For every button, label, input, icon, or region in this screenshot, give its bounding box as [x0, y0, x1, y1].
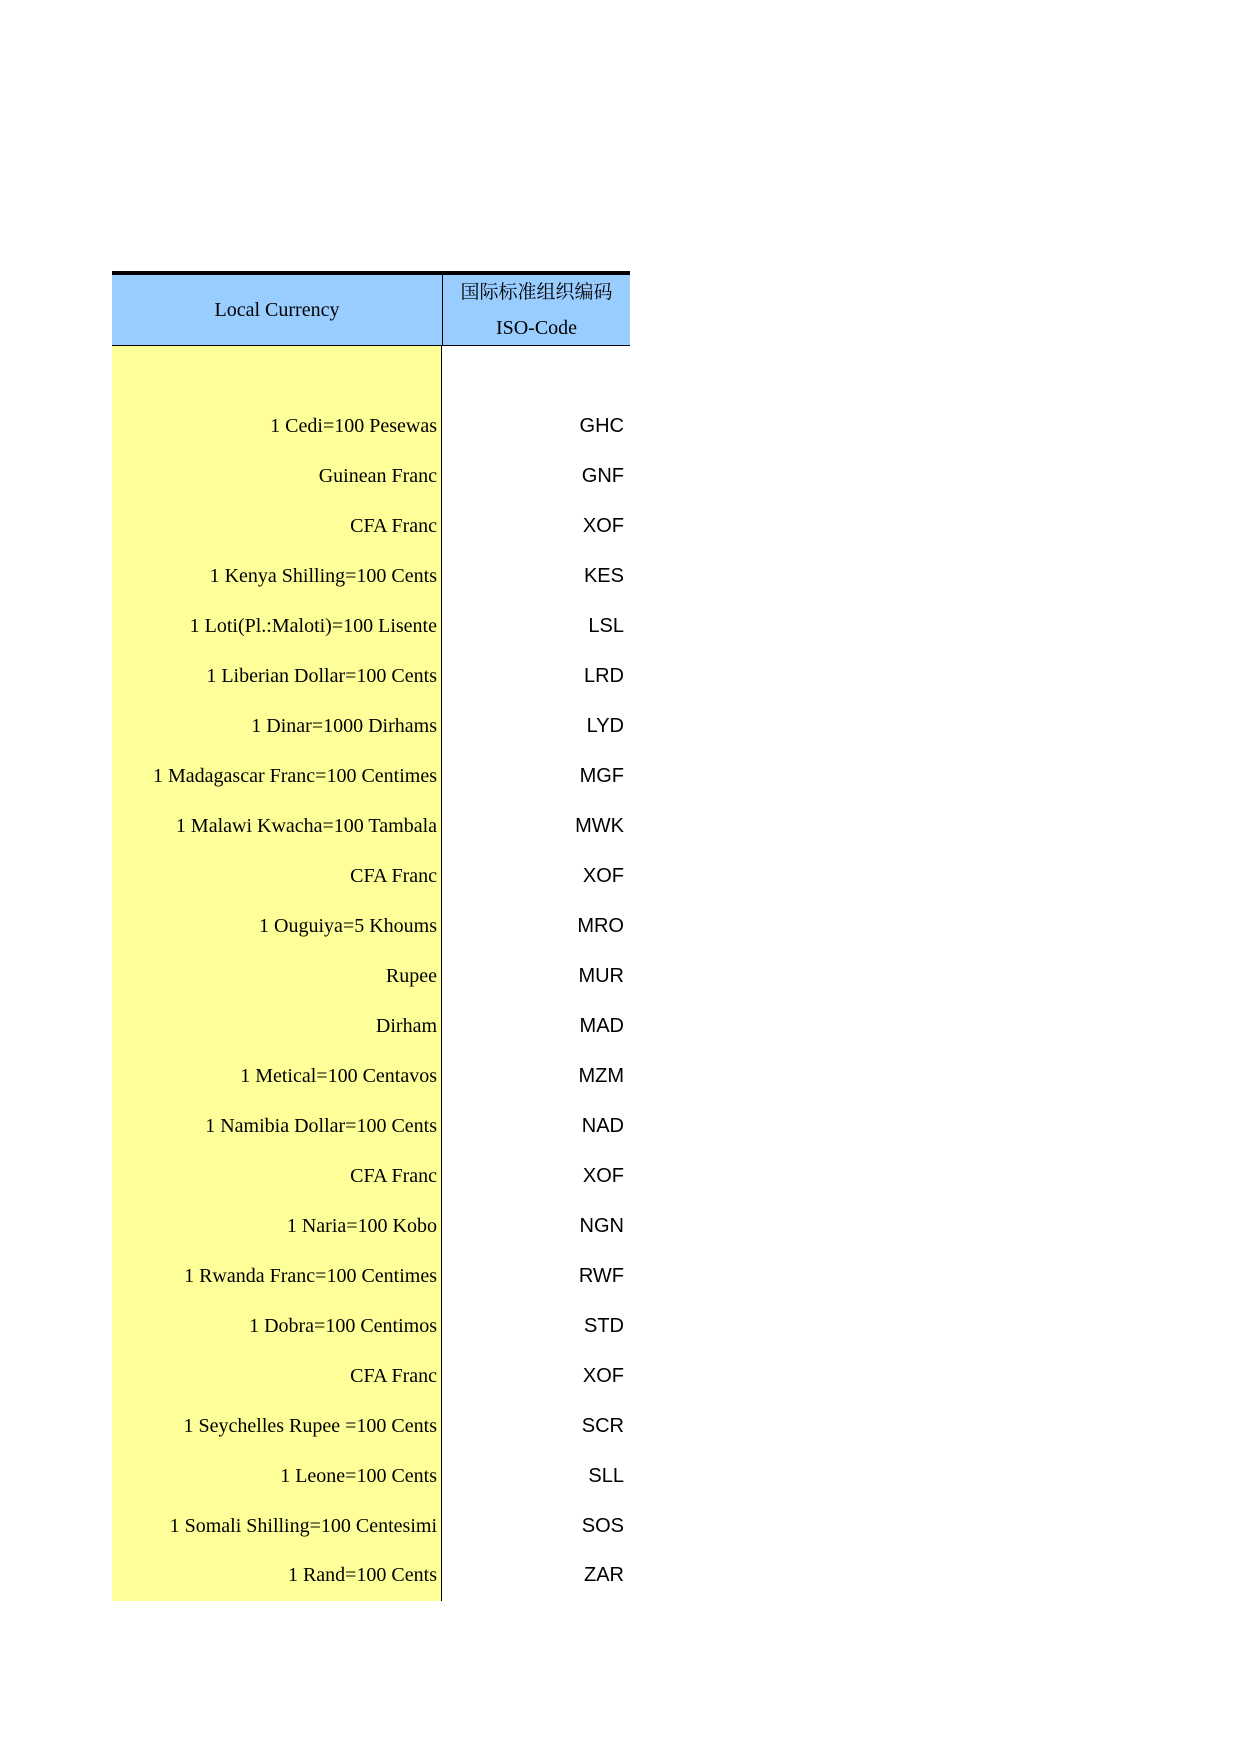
- iso-code-header-english: ISO-Code: [495, 317, 578, 339]
- table-row: [112, 951, 630, 1001]
- table-row: [112, 501, 630, 551]
- local-currency-cell: 1 Somali Shilling=100 Centesimi: [112, 1501, 442, 1551]
- local-currency-cell: 1 Madagascar Franc=100 Centimes: [112, 751, 442, 801]
- local-currency-header: Local Currency: [112, 275, 443, 345]
- table-row: [112, 1351, 630, 1401]
- iso-code-cell: XOF: [582, 515, 624, 537]
- local-currency-cell: 1 Kenya Shilling=100 Cents: [112, 551, 442, 601]
- local-currency-cell: 1 Malawi Kwacha=100 Tambala: [112, 801, 442, 851]
- table-row: [112, 1251, 630, 1301]
- local-currency-cell: 1 Rand=100 Cents: [112, 1551, 442, 1601]
- table-row: [112, 1051, 630, 1101]
- currency-table: [112, 271, 630, 1601]
- iso-code-cell: LYD: [586, 715, 624, 737]
- table-row: [112, 1551, 630, 1601]
- blank-code-cell: [442, 346, 629, 401]
- blank-row: [112, 346, 630, 401]
- table-row: [112, 1201, 630, 1251]
- local-currency-cell: 1 Metical=100 Centavos: [112, 1051, 442, 1101]
- local-currency-cell: CFA Franc: [112, 501, 442, 551]
- table-row: [112, 451, 630, 501]
- iso-code-cell: MGF: [579, 765, 624, 787]
- table-row: [112, 1151, 630, 1201]
- table-row: [112, 751, 630, 801]
- table-row: [112, 1101, 630, 1151]
- iso-code-cell: XOF: [582, 1165, 624, 1187]
- iso-code-cell: NAD: [581, 1115, 624, 1137]
- table-row: [112, 901, 630, 951]
- local-currency-cell: Rupee: [112, 951, 442, 1001]
- iso-code-cell: XOF: [582, 1365, 624, 1387]
- table-row: [112, 1451, 630, 1501]
- iso-code-header-chinese: 国际标准组织编码: [460, 281, 613, 303]
- local-currency-cell: 1 Naria=100 Kobo: [112, 1201, 442, 1251]
- blank-currency-cell: [112, 346, 442, 401]
- iso-code-cell: XOF: [582, 865, 624, 887]
- iso-code-cell: KES: [583, 565, 624, 587]
- iso-code-cell: SOS: [581, 1515, 624, 1537]
- table-rows: [112, 401, 630, 1601]
- iso-code-cell: MUR: [578, 965, 624, 987]
- table-header-row: [112, 275, 630, 346]
- iso-code-cell: GNF: [581, 465, 624, 487]
- local-currency-cell: CFA Franc: [112, 1351, 442, 1401]
- table-row: [112, 651, 630, 701]
- iso-code-cell: ZAR: [584, 1564, 624, 1586]
- local-currency-cell: 1 Rwanda Franc=100 Centimes: [112, 1251, 442, 1301]
- table-row: [112, 801, 630, 851]
- local-currency-cell: 1 Loti(Pl.:Maloti)=100 Lisente: [112, 601, 442, 651]
- local-currency-cell: 1 Seychelles Rupee =100 Cents: [112, 1401, 442, 1451]
- table-row: [112, 1301, 630, 1351]
- table-row: [112, 1001, 630, 1051]
- local-currency-cell: CFA Franc: [112, 1151, 442, 1201]
- iso-code-cell: SLL: [588, 1465, 624, 1487]
- iso-code-cell: LRD: [583, 665, 624, 687]
- iso-code-cell: SCR: [581, 1415, 624, 1437]
- iso-code-cell: MZM: [578, 1065, 624, 1087]
- local-currency-cell: Guinean Franc: [112, 451, 442, 501]
- table-row: [112, 551, 630, 601]
- local-currency-cell: 1 Ouguiya=5 Khoums: [112, 901, 442, 951]
- table-row: [112, 1401, 630, 1451]
- iso-code-header: [443, 275, 630, 345]
- local-currency-cell: 1 Leone=100 Cents: [112, 1451, 442, 1501]
- local-currency-cell: 1 Dinar=1000 Dirhams: [112, 701, 442, 751]
- table-row: [112, 701, 630, 751]
- table-row: [112, 851, 630, 901]
- iso-code-cell: LSL: [588, 615, 624, 637]
- local-currency-cell: Dirham: [112, 1001, 442, 1051]
- table-row: [112, 1501, 630, 1551]
- local-currency-cell: 1 Dobra=100 Centimos: [112, 1301, 442, 1351]
- iso-code-cell: NGN: [579, 1215, 624, 1237]
- table-row: [112, 401, 630, 451]
- iso-code-cell: MAD: [579, 1015, 624, 1037]
- table-row: [112, 601, 630, 651]
- iso-code-cell: MWK: [575, 815, 624, 837]
- iso-code-cell: STD: [584, 1315, 624, 1337]
- iso-code-cell: RWF: [578, 1265, 624, 1287]
- iso-code-cell: MRO: [577, 915, 624, 937]
- local-currency-cell: CFA Franc: [112, 851, 442, 901]
- iso-code-cell: GHC: [579, 415, 624, 437]
- local-currency-cell: 1 Liberian Dollar=100 Cents: [112, 651, 442, 701]
- local-currency-cell: 1 Cedi=100 Pesewas: [112, 401, 442, 451]
- local-currency-cell: 1 Namibia Dollar=100 Cents: [112, 1101, 442, 1151]
- table-body: [112, 346, 630, 1601]
